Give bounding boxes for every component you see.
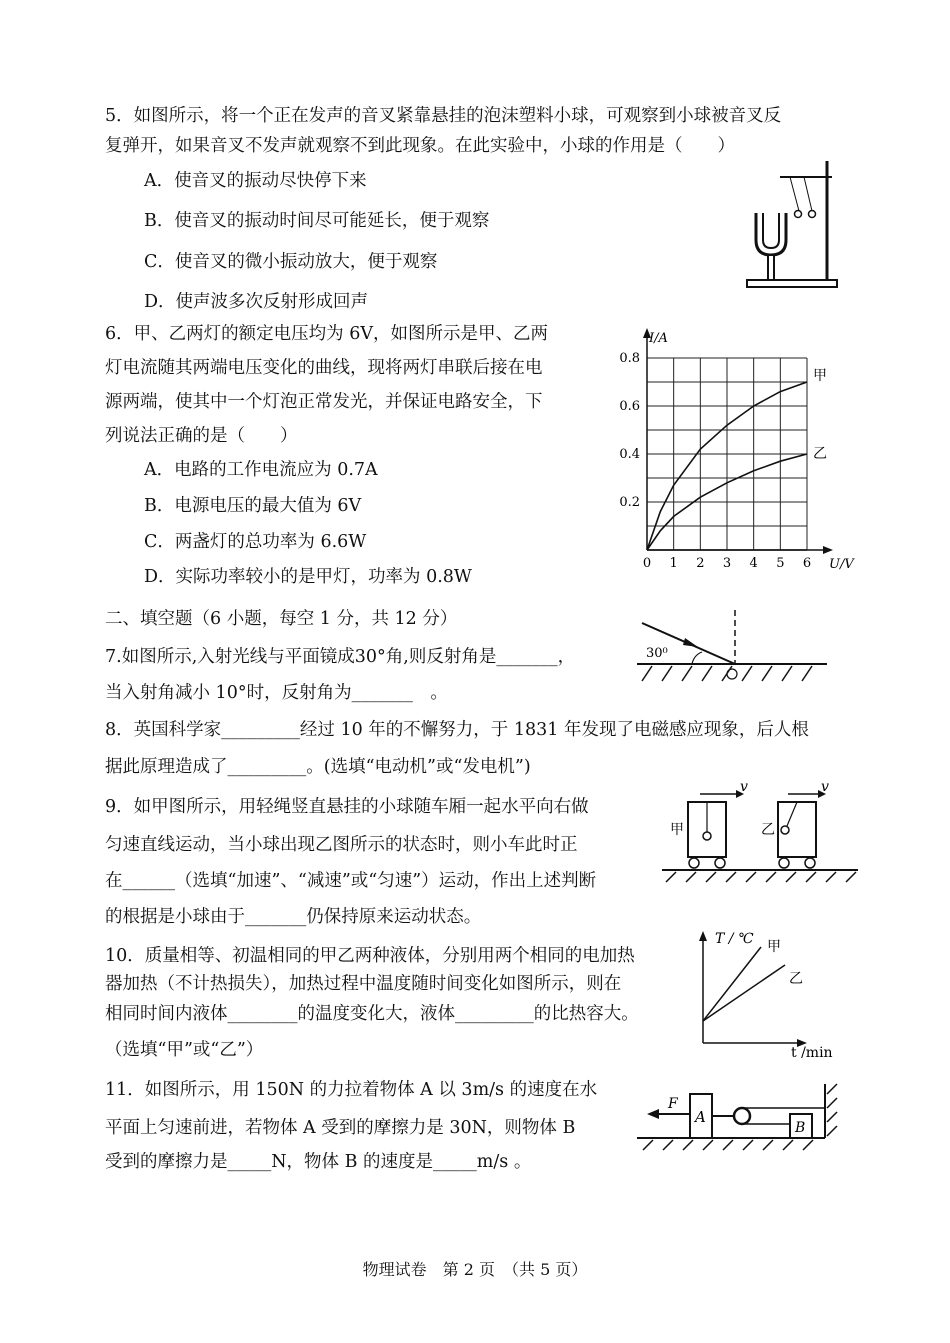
y-tick-label: 0.8 [619,351,640,366]
block-a-label: A [695,1108,706,1126]
series-label: 乙 [813,446,827,462]
q5-option-b: B．使音叉的振动时间尽可能延长，便于观察 [144,211,490,231]
time-axis-label: t /min [791,1045,833,1061]
force-label: F [668,1096,678,1112]
cart-yi-velocity: v [821,779,829,795]
x-tick-label: 0 [642,556,652,571]
page-footer: 物理试卷 第 2 页 （共 5 页） [362,1260,588,1279]
q5-line2: 复弹开，如果音叉不发声就观察不到此现象。在此实验中，小球的作用是（ ） [105,136,735,156]
q5-option-a: A．使音叉的振动尽快停下来 [144,171,367,191]
q5-option-d: D．使声波多次反射形成回声 [144,292,369,312]
t-axis-label: T / ℃ [715,931,754,947]
q6-option-b: B．电源电压的最大值为 6V [144,496,362,516]
q6-line2: 灯电流随其两端电压变化的曲线，现将两灯串联后接在电 [105,358,543,378]
q5-line1: 5．如图所示，将一个正在发声的音叉紧靠悬挂的泡沫塑料小球，可观察到小球被音叉反 [105,106,782,126]
cart-jia-label: 甲 [670,822,684,838]
q7-line2: 当入射角减小 10°时，反射角为_______ 。 [105,683,448,703]
q6-line3: 源两端，使其中一个灯泡正常发光，并保证电路安全，下 [105,392,543,412]
x-tick-label: 5 [776,556,785,571]
x-tick-label: 2 [696,556,705,571]
temperature-time-graph [695,925,845,1065]
cart-jia-velocity: v [740,779,748,795]
section-2-heading: 二、填空题（6 小题，每空 1 分，共 12 分） [105,609,458,629]
q6-option-c: C．两盏灯的总功率为 6.6W [144,532,367,552]
x-tick-label: 4 [749,556,758,571]
series-label: 甲 [813,368,827,384]
y-tick-label: 0.6 [619,399,640,414]
q8-line2: 据此原理造成了_________。(选填“电动机”或“发电机”) [105,757,531,777]
x-tick-label: 1 [669,556,678,571]
q9-line1: 9．如甲图所示，用轻绳竖直悬挂的小球随车厢一起水平向右做 [105,797,589,817]
q10-line1: 10．质量相等、初温相同的甲乙两种液体，分别用两个相同的电加热 [105,946,635,966]
y-tick-label: 0.4 [619,447,640,462]
q11-line3: 受到的摩擦力是_____N，物体 B 的速度是_____m/s 。 [105,1152,532,1172]
x-tick-label: 3 [722,556,732,571]
x-axis-arrow [823,546,833,554]
x-axis-label: U/V [829,557,854,572]
mirror-figure [632,605,832,687]
q11-line2: 平面上匀速前进，若物体 A 受到的摩擦力是 30N，则物体 B [105,1118,576,1138]
pulley-figure [635,1080,850,1160]
q9-line3: 在______（选填“加速”、“减速”或“匀速”）运动，作出上述判断 [105,871,597,891]
q5-option-c: C．使音叉的微小振动放大，便于观察 [144,252,438,272]
q6-option-a: A．电路的工作电流应为 0.7A [144,460,378,480]
cart-yi-label: 乙 [761,822,775,838]
line-yi-label: 乙 [789,971,803,987]
q6-line4: 列说法正确的是（ ） [105,426,298,446]
q9-line4: 的根据是小球由于_______仍保持原来运动状态。 [105,907,482,927]
q10-line2: 器加热（不计热损失），加热过程中温度随时间变化如图所示，则在 [105,974,622,994]
q10-line4: （选填“甲”或“乙”） [105,1040,264,1060]
q9-line2: 匀速直线运动，当小球出现乙图所示的状态时，则小车此时正 [105,835,578,855]
x-tick-label: 6 [802,556,812,571]
tuning-fork-figure [742,155,842,290]
q10-line3: 相同时间内液体________的温度变化大，液体_________的比热容大。 [105,1004,639,1024]
q6-option-d: D．实际功率较小的是甲灯，功率为 0.8W [144,567,472,587]
q7-line1: 7.如图所示,入射光线与平面镜成30°角,则反射角是_______， [105,647,576,667]
y-axis-label: I/A [649,331,668,346]
line-jia-label: 甲 [767,939,781,955]
cart-figure [660,778,860,886]
iv-chart [605,318,860,578]
q11-line1: 11．如图所示，用 150N 的力拉着物体 A 以 3m/s 的速度在水 [105,1080,598,1100]
angle-label: 30⁰ [646,646,668,661]
q6-line1: 6．甲、乙两灯的额定电压均为 6V，如图所示是甲、乙两 [105,324,548,344]
q8-line1: 8．英国科学家_________经过 10 年的不懈努力，于 1831 年发现了电磁感应现象，后人根 [105,720,809,740]
block-b-label: B [795,1120,806,1136]
y-tick-label: 0.2 [619,495,640,510]
